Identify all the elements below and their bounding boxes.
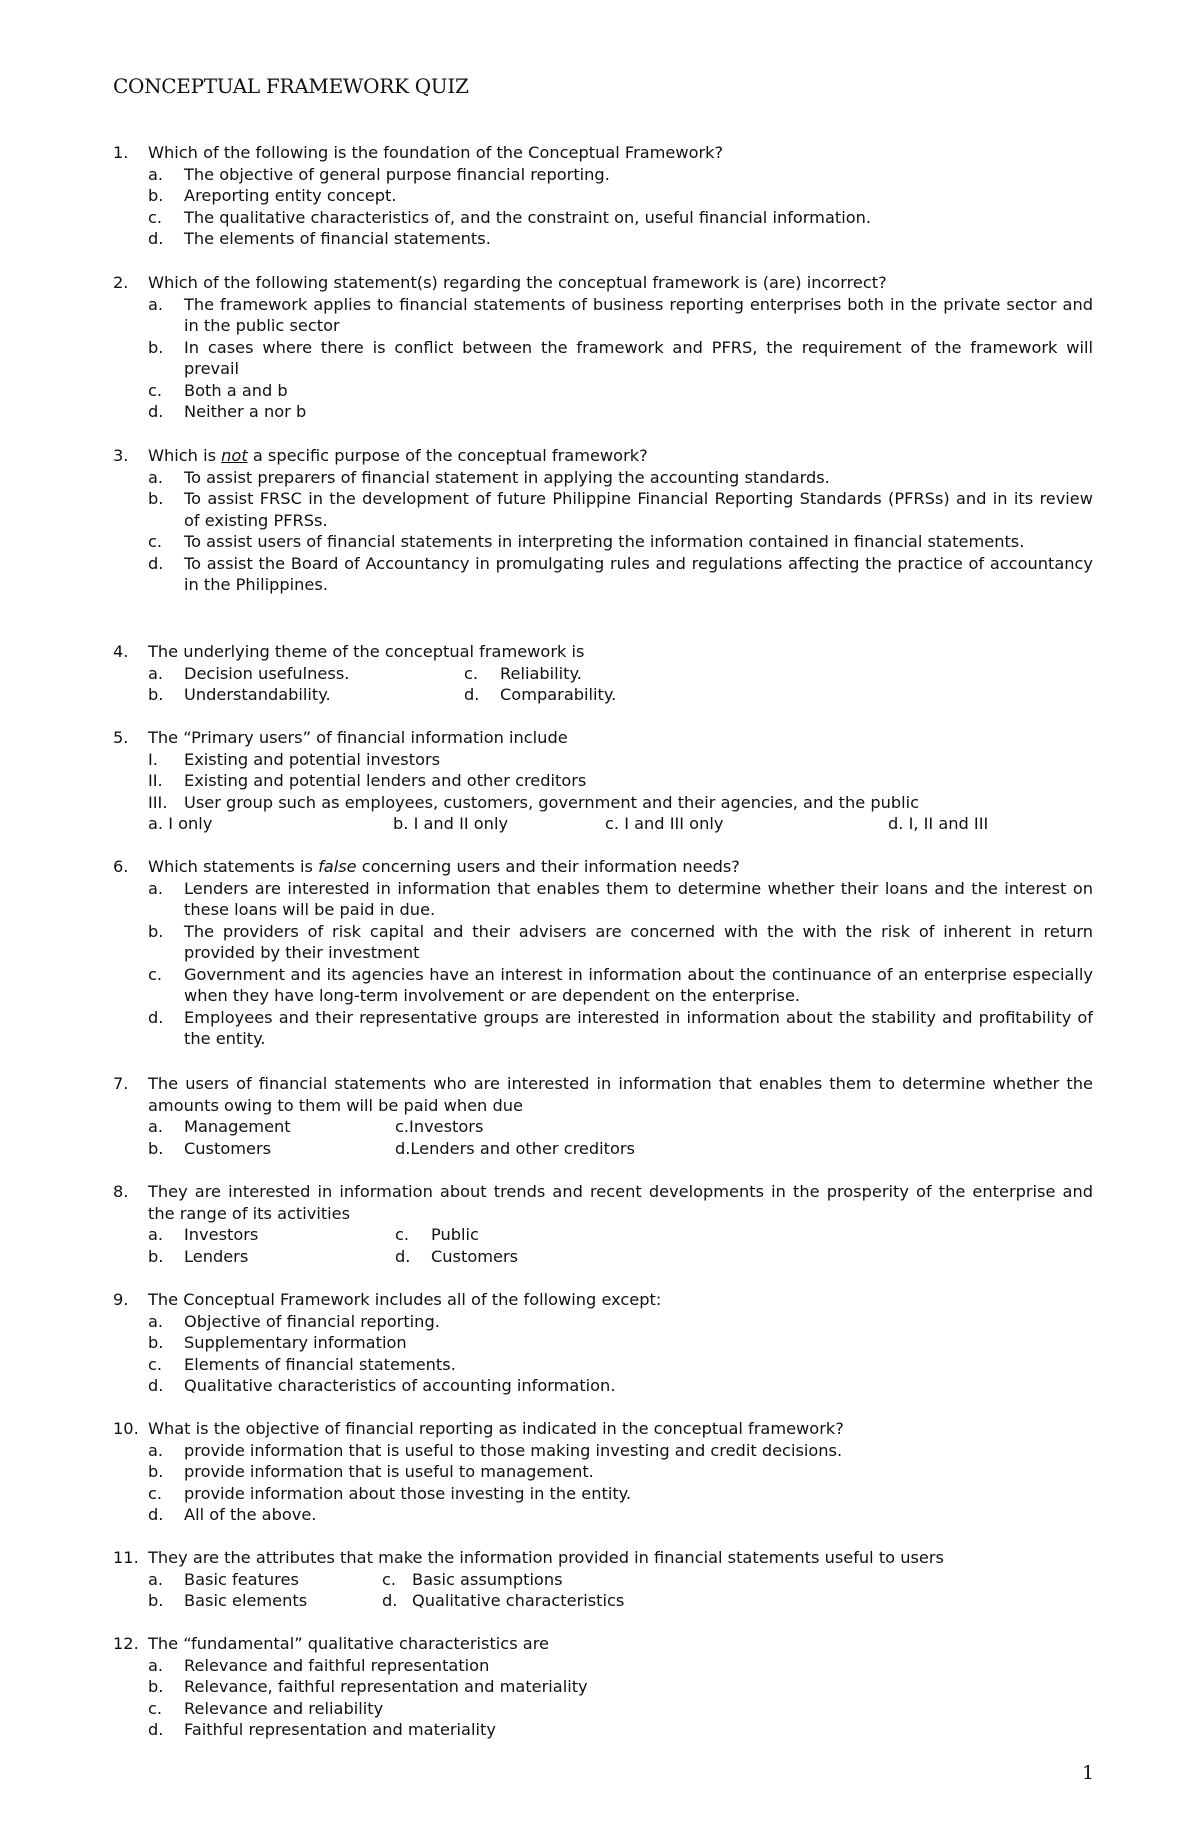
option-c: Public — [431, 1225, 479, 1244]
option-b: Customers — [184, 1138, 272, 1158]
option-c: c. Elements of financial statements. — [148, 1354, 456, 1374]
emphasis-false: false — [318, 857, 357, 876]
option-d-letter: d. — [382, 1591, 398, 1610]
question-8 — [113, 1181, 1093, 1267]
question-2 — [113, 272, 1093, 423]
option-a-letter: a. — [148, 1569, 164, 1589]
option-d: d. I, II and III — [888, 814, 989, 833]
question-number: 7. — [113, 1074, 129, 1093]
option-b-letter: b. — [148, 1138, 164, 1158]
question-text: They are the attributes that make the information provided in financial statements useful to users — [148, 1548, 944, 1567]
question-12 — [113, 1633, 1093, 1741]
option-d: d.Lenders and other creditors — [395, 1138, 635, 1158]
option-c: c. To assist users of financial statements in interpreting the information contained in financial statements. — [148, 532, 1025, 551]
option-b: b. Relevance, faithful representation and materiality — [148, 1677, 588, 1696]
question-number: 10. — [113, 1419, 139, 1438]
options-grid — [113, 663, 1093, 706]
question-4 — [113, 641, 1093, 706]
options-grid — [113, 1569, 1093, 1612]
question-number: 12. — [113, 1634, 139, 1653]
question-text: The users of financial statements who are interested in information that enables them to determine whether the amounts owing to them will be paid when due — [148, 1074, 1093, 1115]
option-a: a. To assist preparers of financial statement in applying the accounting standards. — [148, 467, 830, 487]
option-a: a. Lenders are interested in information that enables them to determine whether their loans and the interest on these loans will be paid in due. — [148, 878, 1093, 919]
option-c: c. Relevance and reliability — [148, 1698, 384, 1718]
option-d: Qualitative characteristics — [412, 1591, 625, 1610]
option-c: c. Government and its agencies have an interest in information about the continuance of an enterprise especially when they have long-term involvement or are dependent on the enterprise. — [148, 964, 1093, 1005]
option-a: a. Relevance and faithful representation — [148, 1655, 490, 1675]
option-a: a. I only — [148, 814, 213, 833]
option-b-letter: b. — [148, 685, 164, 704]
option-b: Understandability. — [184, 685, 331, 704]
page-title: CONCEPTUAL FRAMEWORK QUIZ — [113, 74, 469, 98]
option-c: c. provide information about those investing in the entity. — [148, 1483, 632, 1503]
option-a-letter: a. — [148, 1225, 164, 1244]
question-number: 5. — [113, 728, 129, 747]
option-a: a. The objective of general purpose financial reporting. — [148, 164, 610, 184]
option-a: Decision usefulness. — [184, 663, 350, 683]
question-text: Which is not a specific purpose of the conceptual framework? — [148, 446, 648, 465]
emphasis-not: not — [221, 446, 248, 465]
question-text: Which of the following statement(s) regarding the conceptual framework is (are) incorrect? — [148, 273, 887, 292]
question-text: The “fundamental” qualitative characteristics are — [148, 1634, 549, 1653]
option-b: Lenders — [184, 1246, 249, 1266]
question-text: What is the objective of financial reporting as indicated in the conceptual framework? — [148, 1419, 844, 1438]
option-d: d. All of the above. — [148, 1505, 317, 1524]
question-1 — [113, 142, 1093, 250]
option-b: b. provide information that is useful to management. — [148, 1462, 594, 1481]
item-i: I. Existing and potential investors — [148, 749, 441, 769]
option-b: Basic elements — [184, 1591, 308, 1610]
question-number: 4. — [113, 642, 129, 661]
question-number: 9. — [113, 1290, 129, 1309]
option-d: Customers — [431, 1246, 519, 1266]
option-d: d. Employees and their representative groups are interested in information about the stability and profitability of the entity. — [148, 1007, 1093, 1048]
option-d-letter: d. — [464, 685, 480, 704]
question-text: The “Primary users” of financial information include — [148, 728, 568, 747]
question-number: 2. — [113, 273, 129, 292]
option-a-letter: a. — [148, 663, 164, 683]
item-ii: II. Existing and potential lenders and other creditors — [148, 771, 587, 790]
option-c-letter: c. — [395, 1225, 410, 1244]
question-3 — [113, 445, 1093, 596]
option-b: b. To assist FRSC in the development of future Philippine Financial Reporting Standards (PFRSs) and in its review of existing PFRSs. — [148, 489, 1093, 530]
option-d: Comparability. — [500, 685, 617, 704]
option-c-letter: c. — [464, 663, 479, 683]
option-d: d. To assist the Board of Accountancy in promulgating rules and regulations affecting the practice of accountancy in the Philippines. — [148, 553, 1093, 594]
option-c: Basic assumptions — [412, 1569, 563, 1589]
option-b: b. The providers of risk capital and their advisers are concerned with the with the risk of inherent in return provided by their investment — [148, 921, 1093, 962]
option-d: d. Neither a nor b — [148, 402, 307, 421]
option-c: c. Both a and b — [148, 380, 288, 400]
option-c-letter: c. — [382, 1569, 397, 1589]
question-text: Which of the following is the foundation of the Conceptual Framework? — [148, 143, 724, 162]
question-number: 8. — [113, 1182, 129, 1201]
options-grid — [113, 1224, 1093, 1267]
option-b-letter: b. — [148, 1246, 164, 1266]
question-10 — [113, 1418, 1093, 1526]
option-a: a. The framework applies to financial statements of business reporting enterprises both in the private sector and in the public sector — [148, 294, 1093, 335]
question-number: 1. — [113, 143, 129, 162]
option-b: b. Areporting entity concept. — [148, 186, 397, 205]
option-a-letter: a. — [148, 1117, 164, 1136]
option-c: Reliability. — [500, 663, 582, 683]
option-c: c.Investors — [395, 1117, 484, 1136]
question-number: 11. — [113, 1548, 139, 1567]
option-d: d. Faithful representation and materiality — [148, 1720, 496, 1739]
question-number: 3. — [113, 446, 129, 465]
option-b: b. I and II only — [393, 814, 509, 833]
question-text: The underlying theme of the conceptual framework is — [148, 642, 585, 661]
question-11 — [113, 1547, 1093, 1612]
options-grid — [113, 1116, 1093, 1159]
question-text: Which statements is false concerning users and their information needs? — [148, 857, 740, 876]
option-d-letter: d. — [395, 1246, 411, 1266]
item-iii: III. User group such as employees, customers, government and their agencies, and the public — [148, 792, 920, 812]
question-6 — [113, 856, 1093, 1050]
option-b-letter: b. — [148, 1591, 164, 1610]
option-d: d. The elements of financial statements. — [148, 229, 491, 248]
question-5 — [113, 727, 1093, 835]
option-a: Management — [184, 1117, 291, 1136]
option-a: Investors — [184, 1225, 259, 1244]
option-d: d. Qualitative characteristics of accounting information. — [148, 1376, 616, 1395]
question-7 — [113, 1073, 1093, 1159]
option-c: c. The qualitative characteristics of, and the constraint on, useful financial information. — [148, 207, 872, 227]
question-9 — [113, 1289, 1093, 1397]
option-b: b. In cases where there is conflict between the framework and PFRS, the requirement of the framework will prevail — [148, 337, 1093, 378]
option-a: a. provide information that is useful to those making investing and credit decisions. — [148, 1440, 843, 1460]
question-text: The Conceptual Framework includes all of the following except: — [148, 1290, 662, 1309]
page-number: 1 — [1082, 1762, 1095, 1784]
option-c: c. I and III only — [605, 814, 724, 833]
question-number: 6. — [113, 857, 129, 876]
options-row — [113, 813, 1093, 835]
question-text: They are interested in information about trends and recent developments in the prosperity of the enterprise and the range of its activities — [148, 1182, 1093, 1223]
option-b: b. Supplementary information — [148, 1333, 407, 1352]
option-a: Basic features — [184, 1569, 299, 1589]
option-a: a. Objective of financial reporting. — [148, 1311, 440, 1331]
